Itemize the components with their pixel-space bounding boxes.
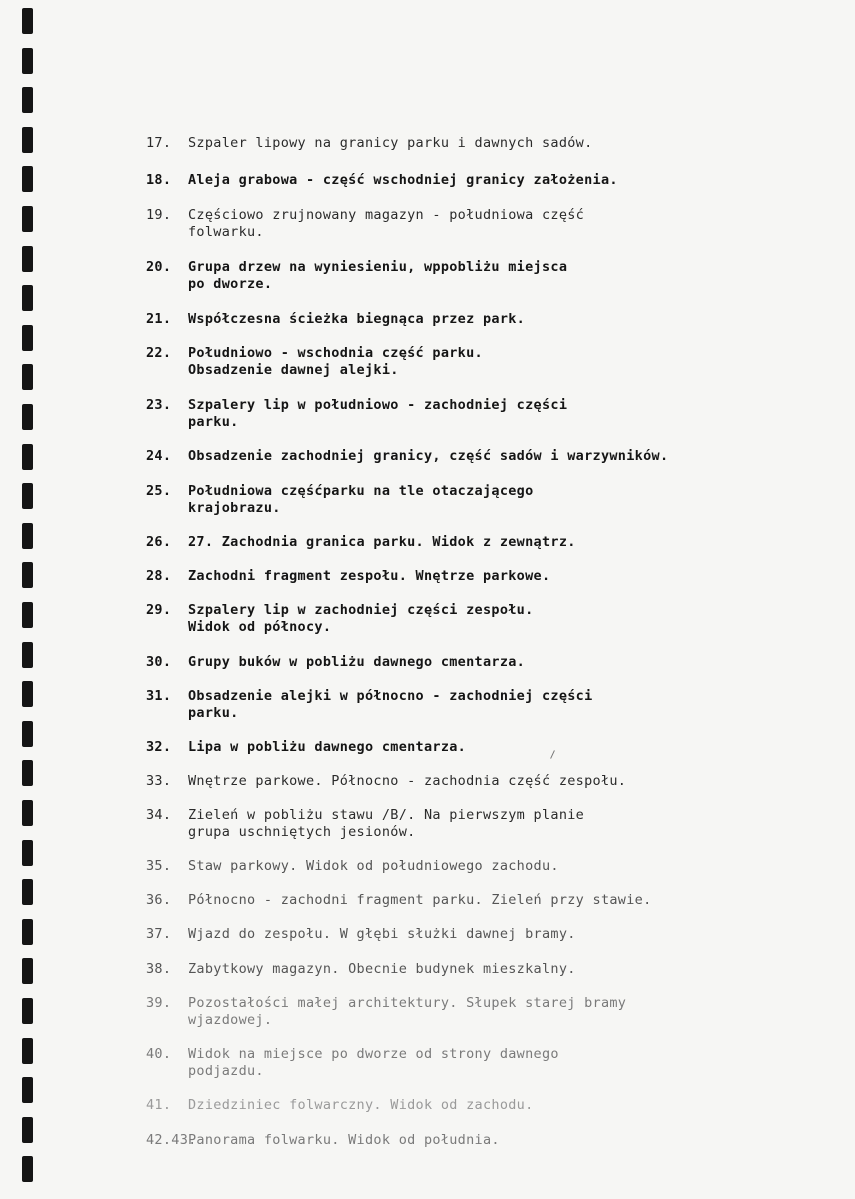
caption-item: 21. Współczesna ścieżka biegnąca przez park. xyxy=(146,311,526,327)
caption-item: 22. Południowo - wschodnia część parku. Obsadzenie dawnej alejki. xyxy=(146,345,483,378)
binding-hole xyxy=(22,602,33,628)
binding-hole xyxy=(22,325,33,351)
binding-hole xyxy=(22,87,33,113)
binding-hole xyxy=(22,800,33,826)
binding-hole xyxy=(22,1117,33,1143)
binding-hole xyxy=(22,8,33,34)
binding-hole xyxy=(22,721,33,747)
binding-hole xyxy=(22,840,33,866)
binding-hole xyxy=(22,523,33,549)
binding-hole xyxy=(22,246,33,272)
caption-item: 42.43.Panorama folwarku. Widok od południa. xyxy=(146,1132,500,1148)
caption-item: 20. Grupa drzew na wyniesieniu, wppobliżu miejsca po dworze. xyxy=(146,259,568,292)
caption-item: 30. Grupy buków w pobliżu dawnego cmentarza. xyxy=(146,654,526,670)
caption-item: 33. Wnętrze parkowe. Północno - zachodnia część zespołu. xyxy=(146,773,627,789)
binding-hole xyxy=(22,285,33,311)
caption-item: 36. Północno - zachodni fragment parku. Zieleń przy stawie. xyxy=(146,892,652,908)
binding-hole xyxy=(22,127,33,153)
caption-item: 19. Częściowo zrujnowany magazyn - południowa część folwarku. xyxy=(146,207,585,240)
caption-item: 24. Obsadzenie zachodniej granicy, część sadów i warzywników. xyxy=(146,448,669,464)
binding-hole xyxy=(22,166,33,192)
binding-hole xyxy=(22,1077,33,1103)
binding-hole xyxy=(22,483,33,509)
binding-hole xyxy=(22,444,33,470)
binding-hole xyxy=(22,760,33,786)
binding-hole xyxy=(22,642,33,668)
binding-holes xyxy=(0,0,40,1199)
caption-item: 18. Aleja grabowa - część wschodniej granicy założenia. xyxy=(146,172,618,188)
binding-hole xyxy=(22,404,33,430)
caption-item: 25. Południowa częśćparku na tle otaczającego krajobrazu. xyxy=(146,483,534,516)
caption-item: 29. Szpalery lip w zachodniej części zespołu. Widok od północy. xyxy=(146,602,534,635)
binding-hole xyxy=(22,562,33,588)
caption-item: 31. Obsadzenie alejki w północno - zachodniej części parku. xyxy=(146,688,593,721)
binding-hole xyxy=(22,1038,33,1064)
caption-item: 28. Zachodni fragment zespołu. Wnętrze parkowe. xyxy=(146,568,551,584)
binding-hole xyxy=(22,1156,33,1182)
binding-hole xyxy=(22,919,33,945)
caption-item: 35. Staw parkowy. Widok od południowego zachodu. xyxy=(146,858,559,874)
caption-item: 26. 27. Zachodnia granica parku. Widok z zewnątrz. xyxy=(146,534,576,550)
caption-item: 37. Wjazd do zespołu. W głębi służki dawnej bramy. xyxy=(146,926,576,942)
caption-item: 23. Szpalery lip w południowo - zachodniej części parku. xyxy=(146,397,568,430)
caption-item: 40. Widok na miejsce po dworze od strony dawnego podjazdu. xyxy=(146,1046,559,1079)
caption-item: 32. Lipa w pobliżu dawnego cmentarza. xyxy=(146,739,467,755)
binding-hole xyxy=(22,681,33,707)
caption-item: 39. Pozostałości małej architektury. Słupek starej bramy wjazdowej. xyxy=(146,995,627,1028)
caption-item: 34. Zieleń w pobliżu stawu /B/. Na pierwszym planie grupa uschniętych jesionów. xyxy=(146,807,585,840)
binding-hole xyxy=(22,998,33,1024)
binding-hole xyxy=(22,48,33,74)
caption-item: 38. Zabytkowy magazyn. Obecnie budynek mieszkalny. xyxy=(146,961,576,977)
binding-hole xyxy=(22,364,33,390)
caption-item: 41. Dziedziniec folwarczny. Widok od zachodu. xyxy=(146,1097,534,1113)
caption-item: 17. Szpaler lipowy na granicy parku i dawnych sadów. xyxy=(146,135,593,151)
binding-hole xyxy=(22,206,33,232)
binding-hole xyxy=(22,958,33,984)
binding-hole xyxy=(22,879,33,905)
